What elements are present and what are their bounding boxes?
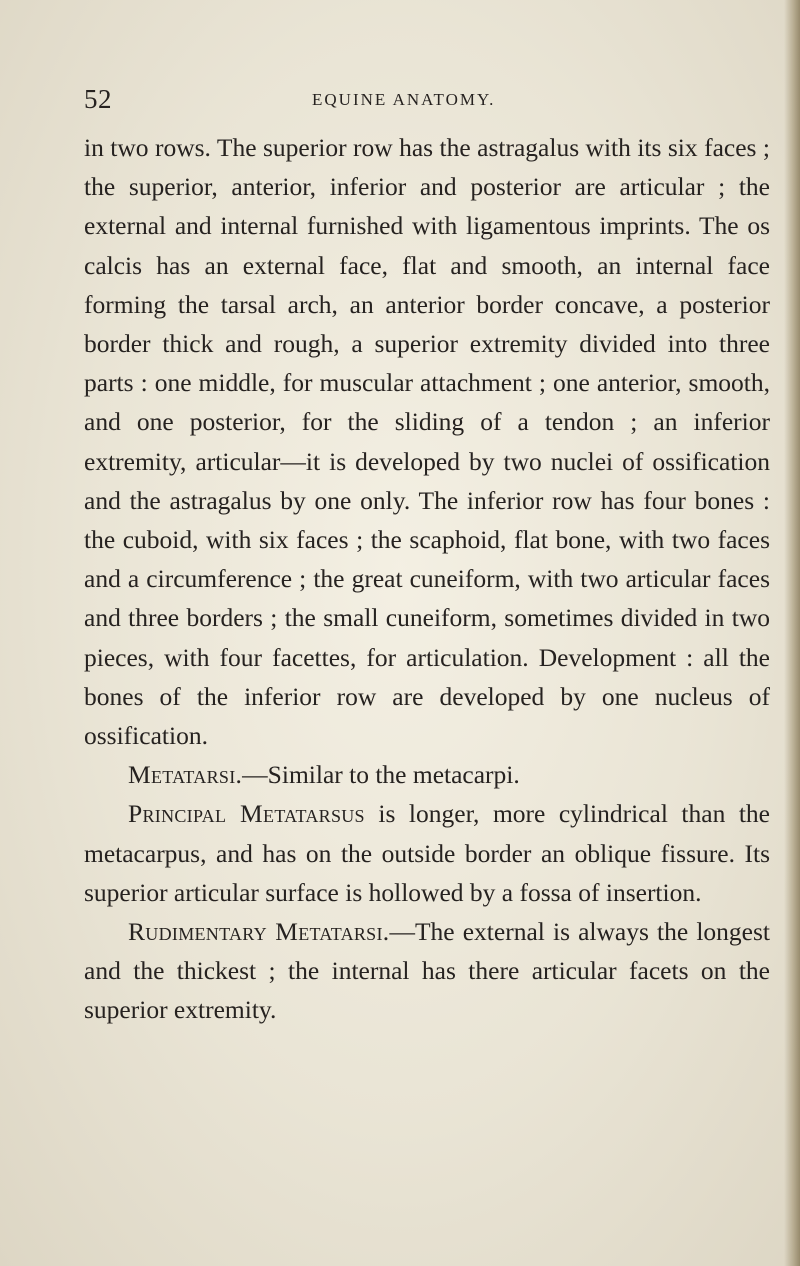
paragraph-rudimentary-metatarsi [84,912,770,1030]
page-edge-shadow [784,0,800,1266]
paragraph-principal-metatarsus [84,794,770,912]
page-number: 52 [84,84,112,114]
section-lead: Metatarsi. [128,760,243,790]
paragraph-text: —Similar to the metacarpi. [242,760,520,790]
section-lead: Rudimentary Metatarsi. [128,917,390,947]
body-text [84,128,770,1030]
paragraph-text: in two rows. The superior row has the astragalus with its six faces ; the superior, anterior, inferior and posterior are articular ; the external and internal furnished with ligamentous imprints. The os calcis has an external face, flat and smooth, an internal face forming the tarsal arch, an anterior border concave, a posterior border thick and rough, a superior extremity divided into three parts : one middle, for muscular attachment ; one anterior, smooth, and one posterior, for the sliding of a tendon ; an inferior extremity, articular—it is developed by two nuclei of ossification and the astragalus by one only. The inferior row has four bones : the cuboid, with six faces ; the scaphoid, flat bone, with two faces and a circumference ; the great cuneiform, with two articular faces and three borders ; the small cuneiform, sometimes divided in two pieces, with four facettes, for articulation. Development : all the bones of the inferior row are developed by one nucleus of ossification. [84,133,770,751]
paragraph-metatarsi [84,755,770,794]
running-head: EQUINE ANATOMY. [312,90,496,109]
paragraph-tarsus [84,128,770,755]
page-header [84,78,734,112]
section-lead: Principal Metatarsus [128,799,365,829]
paragraph-text: —The external is always the longest and the thickest ; the internal has there articular facets on the superior extremity. [84,917,770,1025]
paragraph-text: is longer, more cylindrical than the metacarpus, and has on the outside border an oblique fissure. Its superior articular surface is hollowed by a fossa of insertion. [84,799,771,907]
